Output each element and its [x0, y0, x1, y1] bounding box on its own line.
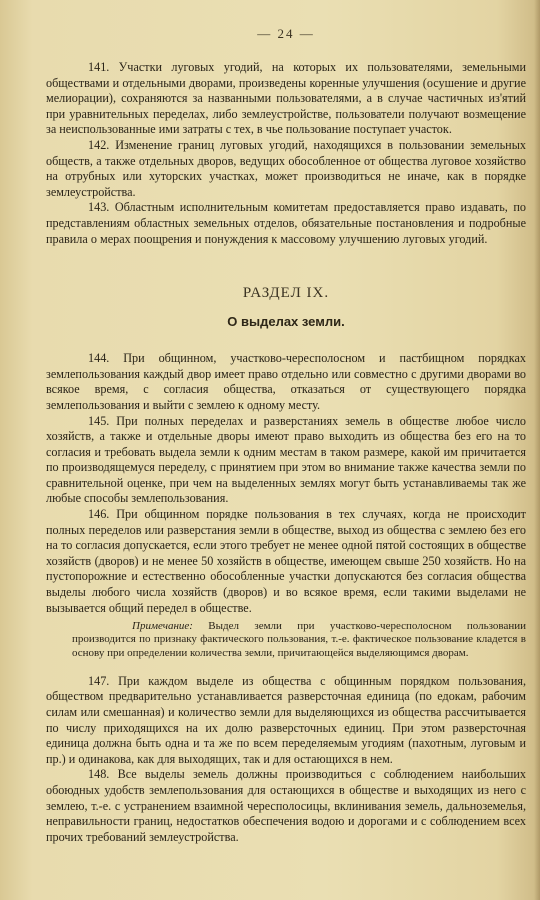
paragraph-141: 141. Участки луговых угодий, на которых их пользователями, земельными обществами и отдельными дворами, произведены коренные улучшения (осушение и другие мелиорации), сохраняются за названными пользователями, а в случае частичных из'ятий при уравнительных переделах, либо землеустройстве, пользователи получают возмещение за неиспользованные ими затраты с тех, в чье пользование поступает участок. [46, 60, 526, 137]
note-label: Примечание: [132, 620, 193, 633]
page-edge-shadow [534, 0, 540, 900]
section-title: О выделах земли. [227, 314, 345, 330]
paragraph-142: 142. Изменение границ луговых угодий, находящихся в пользовании земельных обществ, а также отдельных дворов, ведущих обособленное от общества луговое хозяйство на отрубных или хуторских участках, может производиться не иначе, как в порядке землеустройства. [46, 137, 526, 199]
page-number: — 24 — [257, 26, 315, 41]
paragraph-144: 144. При общинном, участково-чересполосном и пастбищном порядках землепользования каждый двор имеет право отдельно или совместно с другими дворами во всякое время, с согласия общества, отказаться от существующего порядка землепользования и выйти с землею к одному месту. [46, 351, 526, 412]
paragraph-148: 148. Все выделы земель должны производиться с соблюдением наибольших обоюдных удобств землепользования для остающихся в обществе и выходящих из него с землею, т.-е. с устранением взаимной чересполосицы, вклинивания земель, дальноземелья, неправильности границ, недостатков обеспечения водою и дорогами и с соблюдением всех прочих требований землеустройства. [46, 767, 526, 844]
spacer [46, 247, 526, 285]
paragraph-147: 147. При каждом выделе из общества с общинным порядком пользования, обществом предварительно устанавливается разверсточная единица (по едокам, рабочим силам или смешанная) и количество земли для выделяющихся из общества рассчитывается по числу приходящихся на их долю разверсточных единиц. При этом разверсточная единица должна быть одна и та же по всем переделяемым угодиям (пахотным, луговым и пр.) и одинакова, как для выходящих, так и для остающихся в нем. [46, 673, 526, 766]
note-text: Выдел земли при участково-чересполосном пользовании производится по признаку фактического пользования, т.-е. фактическое пользование кладется в основу при определении количества земли, причитающейся выделяющимся дворам. [72, 620, 526, 659]
paragraph-143: 143. Областным исполнительным комитетам предоставляется право издавать, по представлениям областных земельных отделов, обязательные постановления и подробные правила о мерах поощрения и понуждения к массовому улучшению луговых угодий. [46, 200, 526, 246]
paragraph-145: 145. При полных переделах и разверстаниях земель в обществе любое число хозяйств, а также и отдельные дворы имеют право выходить из общества без его на то согласия и требовать выдела земли к одним местам в таком размере, какой им причитается по производящемуся переделу, с принятием при этом во внимание также качества земли по сравнительной оценке, при чем на выделенных землях могут быть устанавливаемы так же любые способы землепользования. [46, 413, 526, 506]
section-heading: РАЗДЕЛ IX. [242, 285, 330, 302]
paragraph-146: 146. При общинном порядке пользования в тех случаях, когда не происходит полных переделов или разверстания земли в обществе, выход из общества с землею без его на то согласия допускается, если этого требует не менее одной пятой состоящих в обществе хозяйств (дворов) и не менее 50 хозяйств в обществе, имеющем свыше 250 хозяйств. Но на пустопорожние и естественно обособленные участки допускаются без согласия общества выделы любого числа хозяйств (дворов) и во всякое время, если такими выделами не вызывается общий передел в обществе. [46, 507, 526, 615]
note [72, 620, 526, 660]
